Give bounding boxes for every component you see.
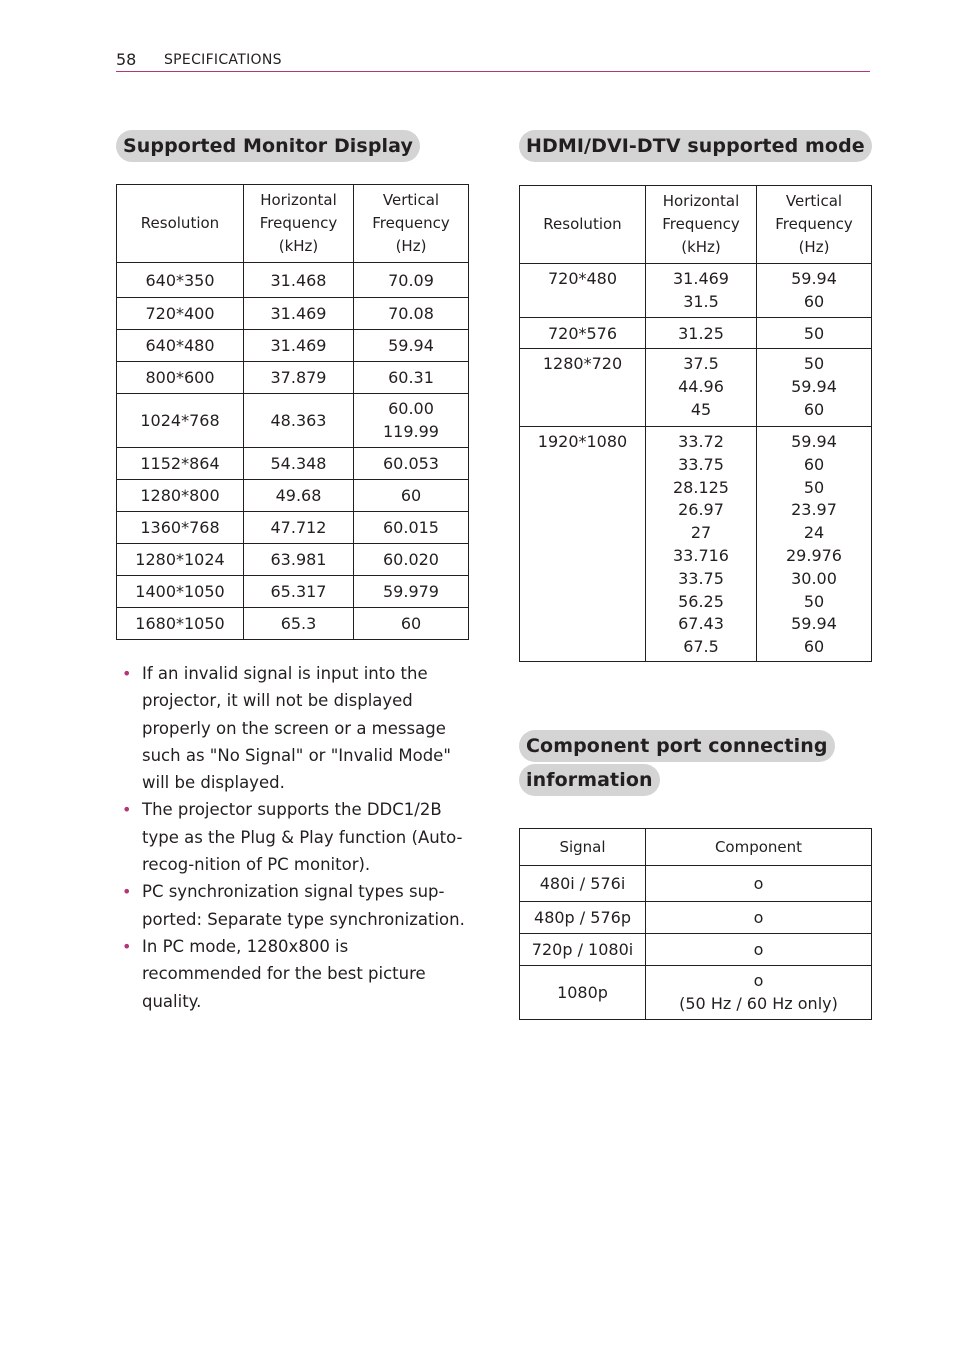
table-row [520, 866, 872, 902]
column-header: Resolution [520, 186, 646, 264]
resolution-cell: 1152*864 [117, 448, 244, 480]
column-header: Vertical Frequency (Hz) [354, 185, 469, 263]
horizontal-frequency-cell: 33.72 33.75 28.125 26.97 27 33.716 33.75 56.25 67.43 67.5 [646, 427, 757, 662]
vertical-frequency-cell: 59.94 [354, 330, 469, 362]
resolution-cell: 1280*1024 [117, 544, 244, 576]
vertical-frequency-cell: 50 [757, 318, 872, 349]
resolution-cell: 640*350 [117, 263, 244, 298]
header-divider [116, 71, 870, 72]
resolution-cell: 1280*720 [520, 349, 646, 427]
page-header [116, 48, 870, 72]
vertical-frequency-cell: 60.015 [354, 512, 469, 544]
signal-cell: 1080p [520, 966, 646, 1020]
note-item: • The projector supports the DDC1/2B type as the Plug & Play function (Auto-recog-nition of PC monitor). [122, 796, 472, 878]
vertical-frequency-cell: 50 59.94 60 [757, 349, 872, 427]
monitor-display-heading: Supported Monitor Display [116, 130, 420, 162]
vertical-frequency-cell: 60.053 [354, 448, 469, 480]
horizontal-frequency-cell: 65.317 [244, 576, 354, 608]
note-item: • If an invalid signal is input into the projector, it will not be displayed properly on the screen or a message such as "No Signal" or "Invalid Mode" will be displayed. [122, 660, 472, 796]
column-header: Component [646, 829, 872, 866]
table-header-row [520, 186, 872, 264]
horizontal-frequency-cell: 31.468 [244, 263, 354, 298]
horizontal-frequency-cell: 48.363 [244, 394, 354, 448]
table-row [117, 330, 469, 362]
component-cell: o [646, 902, 872, 934]
table-header-row [520, 829, 872, 866]
table-row [520, 349, 872, 427]
bullet-icon: • [122, 800, 132, 820]
table-row [117, 512, 469, 544]
note-item: • In PC mode, 1280x800 is recommended for the best picture quality. [122, 933, 472, 1015]
column-header: Horizontal Frequency (kHz) [244, 185, 354, 263]
horizontal-frequency-cell: 54.348 [244, 448, 354, 480]
vertical-frequency-cell: 60 [354, 480, 469, 512]
hdmi-mode-heading: HDMI/DVI-DTV supported mode [519, 130, 872, 162]
table-row [520, 264, 872, 318]
horizontal-frequency-cell: 49.68 [244, 480, 354, 512]
vertical-frequency-cell: 60.31 [354, 362, 469, 394]
horizontal-frequency-cell: 31.25 [646, 318, 757, 349]
table-row [117, 576, 469, 608]
component-port-table [519, 828, 872, 1020]
resolution-cell: 1680*1050 [117, 608, 244, 640]
resolution-cell: 720*576 [520, 318, 646, 349]
table-row [117, 448, 469, 480]
table-row [520, 318, 872, 349]
resolution-cell: 1360*768 [117, 512, 244, 544]
component-port-heading-line2: information [519, 764, 660, 796]
bullet-icon: • [122, 936, 132, 956]
section-title: SPECIFICATIONS [164, 52, 282, 68]
table-row [520, 427, 872, 662]
table-row [117, 608, 469, 640]
vertical-frequency-cell: 60.020 [354, 544, 469, 576]
horizontal-frequency-cell: 63.981 [244, 544, 354, 576]
table-row [117, 298, 469, 330]
table-row [520, 934, 872, 966]
monitor-display-table [116, 184, 469, 640]
notes-list [122, 660, 472, 1015]
resolution-cell: 720*400 [117, 298, 244, 330]
horizontal-frequency-cell: 31.469 31.5 [646, 264, 757, 318]
vertical-frequency-cell: 70.09 [354, 263, 469, 298]
signal-cell: 480p / 576p [520, 902, 646, 934]
table-row [117, 362, 469, 394]
component-cell: o [646, 934, 872, 966]
component-port-heading-line1: Component port connecting [519, 730, 835, 762]
bullet-icon: • [122, 664, 132, 683]
table-row [117, 544, 469, 576]
horizontal-frequency-cell: 37.5 44.96 45 [646, 349, 757, 427]
resolution-cell: 1920*1080 [520, 427, 646, 662]
resolution-cell: 1400*1050 [117, 576, 244, 608]
table-header-row [117, 185, 469, 263]
resolution-cell: 640*480 [117, 330, 244, 362]
column-header: Horizontal Frequency (kHz) [646, 186, 757, 264]
component-cell: o [646, 866, 872, 902]
vertical-frequency-cell: 60.00 119.99 [354, 394, 469, 448]
table-row [117, 480, 469, 512]
column-header: Signal [520, 829, 646, 866]
table-row [117, 394, 469, 448]
resolution-cell: 1024*768 [117, 394, 244, 448]
resolution-cell: 1280*800 [117, 480, 244, 512]
signal-cell: 480i / 576i [520, 866, 646, 902]
vertical-frequency-cell: 60 [354, 608, 469, 640]
resolution-cell: 800*600 [117, 362, 244, 394]
vertical-frequency-cell: 59.94 60 50 23.97 24 29.976 30.00 50 59.94 60 [757, 427, 872, 662]
signal-cell: 720p / 1080i [520, 934, 646, 966]
table-row [520, 902, 872, 934]
note-item: • PC synchronization signal types sup-ported: Separate type synchronization. [122, 878, 472, 933]
horizontal-frequency-cell: 65.3 [244, 608, 354, 640]
table-row [117, 263, 469, 298]
vertical-frequency-cell: 59.979 [354, 576, 469, 608]
component-cell: o (50 Hz / 60 Hz only) [646, 966, 872, 1020]
page-number: 58 [116, 50, 137, 69]
resolution-cell: 720*480 [520, 264, 646, 318]
column-header: Vertical Frequency (Hz) [757, 186, 872, 264]
horizontal-frequency-cell: 37.879 [244, 362, 354, 394]
vertical-frequency-cell: 59.94 60 [757, 264, 872, 318]
hdmi-mode-table [519, 185, 872, 662]
horizontal-frequency-cell: 47.712 [244, 512, 354, 544]
horizontal-frequency-cell: 31.469 [244, 330, 354, 362]
bullet-icon: • [122, 882, 132, 902]
horizontal-frequency-cell: 31.469 [244, 298, 354, 330]
vertical-frequency-cell: 70.08 [354, 298, 469, 330]
column-header: Resolution [117, 185, 244, 263]
table-row [520, 966, 872, 1020]
